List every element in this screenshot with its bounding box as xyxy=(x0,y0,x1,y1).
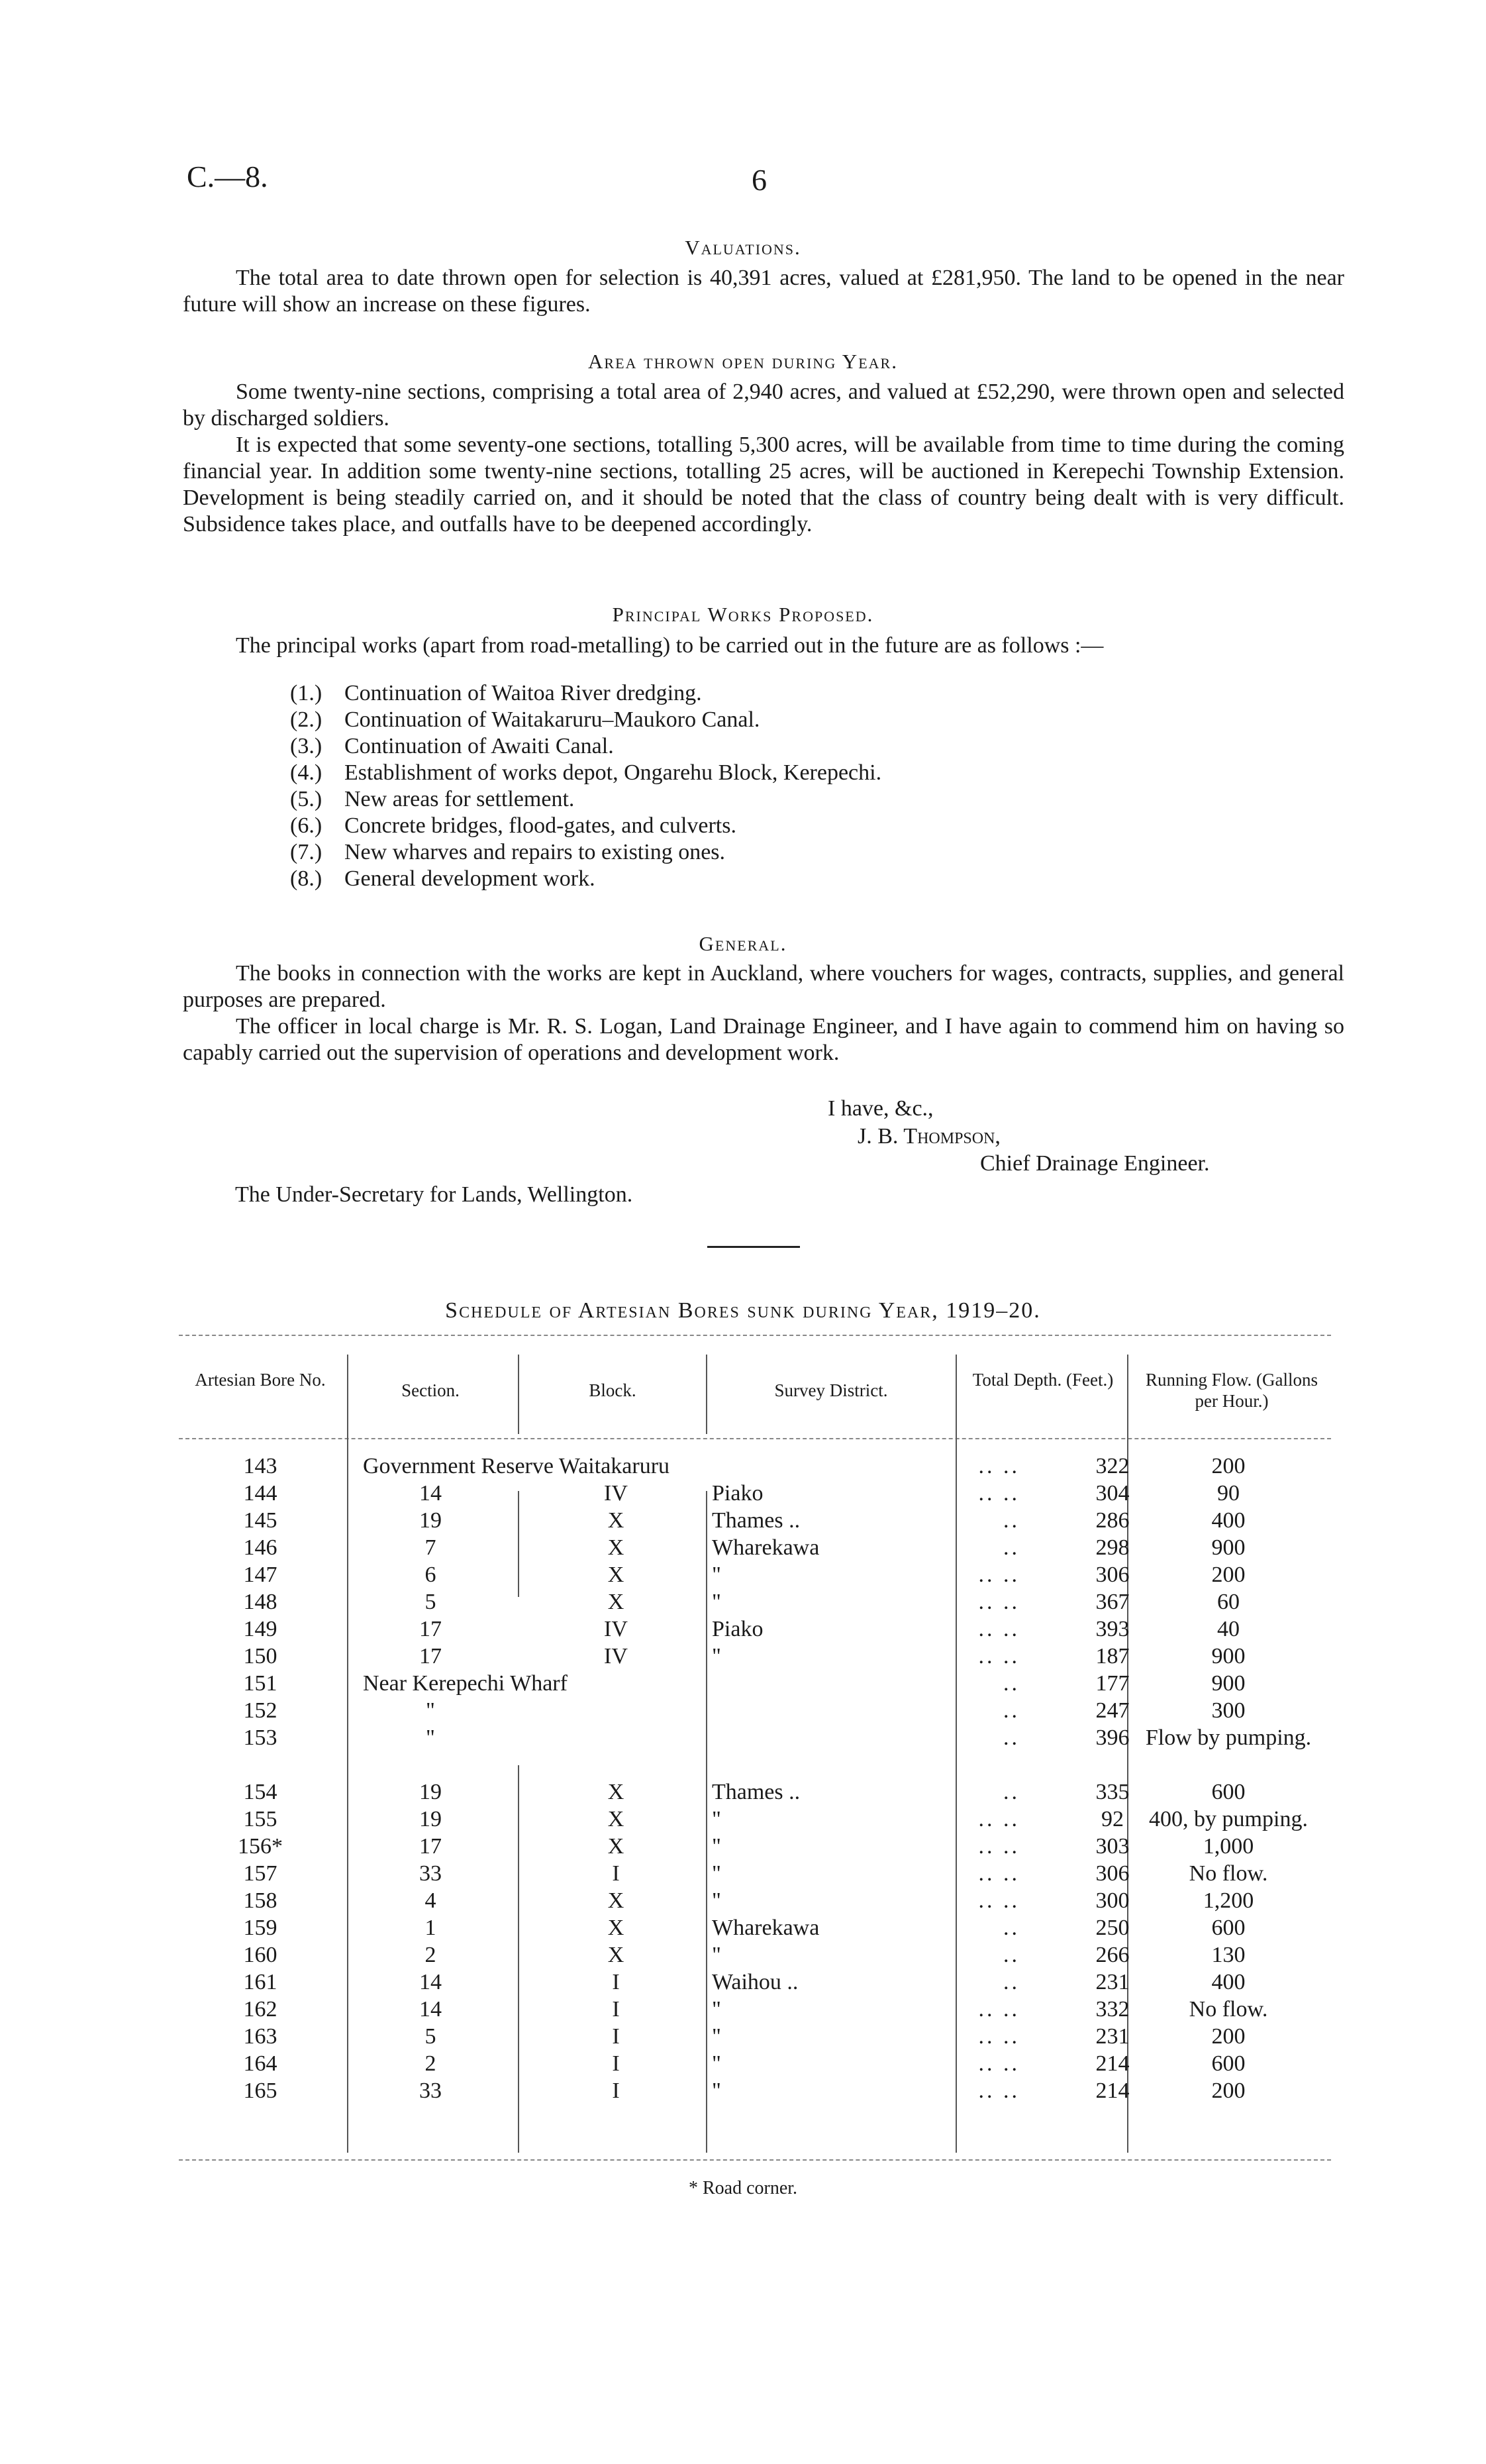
cell-total-depth: 92 xyxy=(1101,1807,1124,1831)
cell-running-flow: 200 xyxy=(1211,2024,1246,2049)
cell-block: I xyxy=(612,1997,620,2022)
cell-running-flow: 900 xyxy=(1211,1671,1246,1696)
table-row xyxy=(179,1996,1331,2023)
cell-leader-dots: .. .. xyxy=(978,1888,1020,1913)
page-number: 6 xyxy=(752,163,767,197)
cell-leader-dots: .. xyxy=(1003,1698,1020,1723)
works-item-number: (3.) xyxy=(290,734,322,758)
works-item-number: (4.) xyxy=(290,760,322,785)
general-paragraph-2: The officer in local charge is Mr. R. S. Logan, Land Drainage Engineer, and I have again to commend him on having so capably carried out the supervision of operations and development work. xyxy=(183,1014,1344,1065)
cell-survey-district: Piako xyxy=(712,1481,764,1506)
schedule-title: Schedule of Artesian Bores sunk during Year, 1919–20. xyxy=(445,1298,1041,1323)
cell-section-span: Near Kerepechi Wharf xyxy=(363,1671,568,1696)
cell-block: IV xyxy=(604,1481,628,1506)
cell-running-flow: 300 xyxy=(1211,1698,1246,1723)
works-list-item xyxy=(290,839,881,866)
cell-survey-district: " xyxy=(712,1644,721,1668)
signature-name: J. B. Thompson, xyxy=(858,1124,1001,1149)
table-footnote: * Road corner. xyxy=(688,2178,798,2198)
cell-total-depth: 250 xyxy=(1095,1916,1130,1940)
works-item-text: Continuation of Waitakaruru–Maukoro Canal. xyxy=(344,707,760,732)
table-row xyxy=(179,2077,1331,2104)
cell-section: 33 xyxy=(419,1861,442,1886)
works-item-text: Establishment of works depot, Ongarehu Block, Kerepechi. xyxy=(344,760,882,785)
header-survey-district: Survey District. xyxy=(774,1380,888,1400)
cell-leader-dots: .. .. xyxy=(978,1834,1020,1859)
cell-bore-no: 143 xyxy=(243,1454,277,1478)
cell-survey-district: Wharekawa xyxy=(712,1916,820,1940)
cell-survey-district: " xyxy=(712,1590,721,1614)
cell-running-flow: 600 xyxy=(1211,1780,1246,1804)
cell-total-depth: 177 xyxy=(1095,1671,1130,1696)
cell-block: X xyxy=(607,1916,624,1940)
cell-survey-district: " xyxy=(712,1807,721,1831)
cell-section: 2 xyxy=(424,1943,436,1967)
works-item-text: Continuation of Waitoa River dredging. xyxy=(344,681,702,705)
table-row xyxy=(179,1534,1331,1561)
cell-total-depth: 304 xyxy=(1095,1481,1130,1506)
table-row xyxy=(179,1453,1331,1480)
cell-running-flow: Flow by pumping. xyxy=(1145,1725,1312,1750)
cell-leader-dots: .. .. xyxy=(978,1617,1020,1641)
principal-works-heading: Principal Works Proposed. xyxy=(612,603,874,626)
cell-leader-dots: .. .. xyxy=(978,1997,1020,2022)
cell-running-flow: 200 xyxy=(1211,1454,1246,1478)
cell-total-depth: 231 xyxy=(1095,1970,1130,1994)
cell-leader-dots: .. .. xyxy=(978,2024,1020,2049)
cell-leader-dots: .. .. xyxy=(978,1563,1020,1587)
cell-section-span: Government Reserve Waitakaruru xyxy=(363,1454,670,1478)
cell-bore-no: 164 xyxy=(243,2051,277,2076)
cell-running-flow: No flow. xyxy=(1189,1861,1268,1886)
table-row xyxy=(179,1724,1331,1751)
works-item-number: (2.) xyxy=(290,707,322,732)
cell-leader-dots: .. .. xyxy=(978,1861,1020,1886)
cell-leader-dots: .. .. xyxy=(978,1644,1020,1668)
cell-bore-no: 165 xyxy=(243,2079,277,2103)
cell-bore-no: 155 xyxy=(243,1807,277,1831)
cell-section: 19 xyxy=(419,1508,442,1533)
works-item-number: (8.) xyxy=(290,866,322,891)
header-running-flow: Running Flow. (Gallons per Hour.) xyxy=(1145,1370,1318,1411)
table-row xyxy=(179,1561,1331,1588)
cell-running-flow: 1,000 xyxy=(1203,1834,1254,1859)
table-bottom-rule xyxy=(179,2159,1331,2161)
cell-bore-no: 153 xyxy=(243,1725,277,1750)
table-row xyxy=(179,1833,1331,1860)
works-list-item xyxy=(290,733,881,760)
cell-section: 1 xyxy=(424,1916,436,1940)
works-list-item xyxy=(290,707,881,733)
cell-section: 33 xyxy=(419,2079,442,2103)
header-bore-no: Artesian Bore No. xyxy=(195,1370,326,1390)
principal-works-intro: The principal works (apart from road-metalling) to be carried out in the future are as follows :— xyxy=(236,633,1104,658)
cell-leader-dots: .. xyxy=(1003,1780,1020,1804)
cell-leader-dots: .. xyxy=(1003,1508,1020,1533)
works-list-item xyxy=(290,786,881,813)
cell-leader-dots: .. xyxy=(1003,1671,1020,1696)
cell-survey-district: " xyxy=(712,1834,721,1859)
cell-section: 17 xyxy=(419,1644,442,1668)
addressee: The Under-Secretary for Lands, Wellington. xyxy=(235,1182,633,1207)
cell-running-flow: 600 xyxy=(1211,1916,1246,1940)
works-item-number: (1.) xyxy=(290,681,322,705)
cell-leader-dots: .. .. xyxy=(978,1590,1020,1614)
works-item-text: General development work. xyxy=(344,866,595,891)
table-row xyxy=(179,2023,1331,2050)
cell-leader-dots: .. .. xyxy=(978,1454,1020,1478)
cell-running-flow: No flow. xyxy=(1189,1997,1268,2022)
cell-running-flow: 40 xyxy=(1217,1617,1240,1641)
valuations-paragraph: The total area to date thrown open for selection is 40,391 acres, valued at £281,950. The land to be opened in the near future will show an increase on these figures. xyxy=(183,266,1344,317)
cell-survey-district: " xyxy=(712,1943,721,1967)
cell-running-flow: 600 xyxy=(1211,2051,1246,2076)
cell-block: IV xyxy=(604,1644,628,1668)
table-row xyxy=(179,1806,1331,1833)
table-header-rule xyxy=(179,1438,1331,1439)
cell-survey-district: " xyxy=(712,2024,721,2049)
cell-bore-no: 162 xyxy=(243,1997,277,2022)
cell-leader-dots: .. .. xyxy=(978,1481,1020,1506)
cell-block: IV xyxy=(604,1617,628,1641)
cell-total-depth: 266 xyxy=(1095,1943,1130,1967)
cell-block: X xyxy=(607,1563,624,1587)
table-row xyxy=(179,1480,1331,1507)
works-item-text: New areas for settlement. xyxy=(344,787,575,811)
cell-total-depth: 187 xyxy=(1095,1644,1130,1668)
cell-section: 17 xyxy=(419,1617,442,1641)
table-row xyxy=(179,1914,1331,1941)
cell-block: X xyxy=(607,1807,624,1831)
general-heading: General. xyxy=(699,932,787,955)
cell-section: 6 xyxy=(424,1563,436,1587)
cell-total-depth: 393 xyxy=(1095,1617,1130,1641)
cell-bore-no: 157 xyxy=(243,1861,277,1886)
header-section: Section. xyxy=(401,1380,460,1400)
principal-works-list xyxy=(290,680,881,892)
cell-running-flow: 200 xyxy=(1211,1563,1246,1587)
cell-survey-district: Thames .. xyxy=(712,1780,801,1804)
cell-survey-district: " xyxy=(712,2051,721,2076)
cell-block: X xyxy=(607,1535,624,1560)
header-total-depth: Total Depth. (Feet.) xyxy=(972,1370,1114,1390)
works-item-number: (5.) xyxy=(290,787,322,811)
cell-section: 19 xyxy=(419,1780,442,1804)
table-row xyxy=(179,1588,1331,1616)
cell-block: I xyxy=(612,2079,620,2103)
works-item-text: Concrete bridges, flood-gates, and culverts. xyxy=(344,813,736,838)
cell-running-flow: 900 xyxy=(1211,1535,1246,1560)
table-row xyxy=(179,1507,1331,1534)
cell-block: X xyxy=(607,1943,624,1967)
works-list-item xyxy=(290,760,881,786)
cell-section: 7 xyxy=(424,1535,436,1560)
cell-total-depth: 231 xyxy=(1095,2024,1130,2049)
cell-section: 14 xyxy=(419,1997,442,2022)
cell-section: 2 xyxy=(424,2051,436,2076)
table-row xyxy=(179,1643,1331,1670)
cell-bore-no: 145 xyxy=(243,1508,277,1533)
cell-leader-dots: .. xyxy=(1003,1535,1020,1560)
cell-section: 14 xyxy=(419,1481,442,1506)
cell-bore-no: 147 xyxy=(243,1563,277,1587)
cell-bore-no: 159 xyxy=(243,1916,277,1940)
cell-section: " xyxy=(426,1698,435,1723)
works-item-number: (6.) xyxy=(290,813,322,838)
cell-total-depth: 322 xyxy=(1095,1454,1130,1478)
cell-block: I xyxy=(612,2051,620,2076)
cell-total-depth: 298 xyxy=(1095,1535,1130,1560)
cell-section: 5 xyxy=(424,2024,436,2049)
cell-leader-dots: .. .. xyxy=(978,2079,1020,2103)
cell-total-depth: 306 xyxy=(1095,1563,1130,1587)
table-top-rule xyxy=(179,1335,1331,1336)
table-row xyxy=(179,1860,1331,1887)
works-item-text: New wharves and repairs to existing ones. xyxy=(344,840,726,864)
cell-total-depth: 214 xyxy=(1095,2051,1130,2076)
general-paragraph-1: The books in connection with the works are kept in Auckland, where vouchers for wages, contracts, supplies, and general purposes are prepared. xyxy=(183,961,1344,1012)
column-divider xyxy=(706,1355,707,1434)
header-block: Block. xyxy=(589,1380,636,1400)
cell-running-flow: 1,200 xyxy=(1203,1888,1254,1913)
cell-running-flow: 400 xyxy=(1211,1970,1246,1994)
cell-section: 14 xyxy=(419,1970,442,1994)
cell-bore-no: 154 xyxy=(243,1780,277,1804)
cell-bore-no: 150 xyxy=(243,1644,277,1668)
cell-block: X xyxy=(607,1508,624,1533)
cell-total-depth: 335 xyxy=(1095,1780,1130,1804)
cell-total-depth: 332 xyxy=(1095,1997,1130,2022)
cell-running-flow: 400, by pumping. xyxy=(1149,1807,1308,1831)
cell-bore-no: 151 xyxy=(243,1671,277,1696)
cell-bore-no: 144 xyxy=(243,1481,277,1506)
cell-leader-dots: .. xyxy=(1003,1970,1020,1994)
cell-survey-district: " xyxy=(712,1861,721,1886)
cell-total-depth: 286 xyxy=(1095,1508,1130,1533)
cell-block: I xyxy=(612,2024,620,2049)
column-divider xyxy=(518,1355,519,1434)
cell-section: 5 xyxy=(424,1590,436,1614)
table-row xyxy=(179,1616,1331,1643)
table-row xyxy=(179,1887,1331,1914)
cell-bore-no: 156* xyxy=(238,1834,283,1859)
table-row xyxy=(179,1941,1331,1969)
cell-running-flow: 130 xyxy=(1211,1943,1246,1967)
cell-running-flow: 400 xyxy=(1211,1508,1246,1533)
cell-bore-no: 163 xyxy=(243,2024,277,2049)
cell-bore-no: 149 xyxy=(243,1617,277,1641)
cell-leader-dots: .. xyxy=(1003,1916,1020,1940)
cell-survey-district: Thames .. xyxy=(712,1508,801,1533)
signature-closing: I have, &c., xyxy=(828,1096,934,1121)
cell-running-flow: 60 xyxy=(1217,1590,1240,1614)
cell-total-depth: 303 xyxy=(1095,1834,1130,1859)
cell-leader-dots: .. xyxy=(1003,1725,1020,1750)
cell-survey-district: Piako xyxy=(712,1617,764,1641)
signature-title: Chief Drainage Engineer. xyxy=(980,1151,1210,1176)
area-paragraph-2: It is expected that some seventy-one sections, totalling 5,300 acres, will be available from time to time during the coming financial year. In addition some twenty-nine sections, totalling 25 acres, will be auctioned in Kerepechi Township Extension. Development is being steadily carried on, and it should be noted that the class of country being dealt with is very difficult. Subsidence takes place, and outfalls have to be deepened accordingly. xyxy=(183,433,1344,537)
area-paragraph-1: Some twenty-nine sections, comprising a total area of 2,940 acres, and valued at £52,290, were thrown open and selected by discharged soldiers. xyxy=(183,380,1344,431)
cell-leader-dots: .. xyxy=(1003,1943,1020,1967)
cell-bore-no: 161 xyxy=(243,1970,277,1994)
cell-section: 4 xyxy=(424,1888,436,1913)
cell-block: X xyxy=(607,1888,624,1913)
table-row xyxy=(179,1697,1331,1724)
cell-bore-no: 160 xyxy=(243,1943,277,1967)
cell-total-depth: 396 xyxy=(1095,1725,1130,1750)
cell-running-flow: 90 xyxy=(1217,1481,1240,1506)
cell-total-depth: 247 xyxy=(1095,1698,1130,1723)
cell-survey-district: Wharekawa xyxy=(712,1535,820,1560)
cell-section: 17 xyxy=(419,1834,442,1859)
cell-section: 19 xyxy=(419,1807,442,1831)
table-row xyxy=(179,1778,1331,1806)
cell-block: X xyxy=(607,1780,624,1804)
cell-survey-district: " xyxy=(712,1997,721,2022)
cell-total-depth: 306 xyxy=(1095,1861,1130,1886)
area-thrown-open-heading: Area thrown open during Year. xyxy=(588,350,898,373)
cell-total-depth: 300 xyxy=(1095,1888,1130,1913)
document-reference: C.—8. xyxy=(187,160,268,193)
table-row xyxy=(179,1670,1331,1697)
cell-leader-dots: .. .. xyxy=(978,1807,1020,1831)
works-list-item xyxy=(290,680,881,707)
cell-bore-no: 158 xyxy=(243,1888,277,1913)
table-row xyxy=(179,2050,1331,2077)
cell-bore-no: 152 xyxy=(243,1698,277,1723)
cell-total-depth: 214 xyxy=(1095,2079,1130,2103)
cell-running-flow: 900 xyxy=(1211,1644,1246,1668)
cell-section: " xyxy=(426,1725,435,1750)
cell-block: I xyxy=(612,1861,620,1886)
works-item-text: Continuation of Awaiti Canal. xyxy=(344,734,614,758)
cell-survey-district: Waihou .. xyxy=(712,1970,799,1994)
cell-bore-no: 148 xyxy=(243,1590,277,1614)
cell-leader-dots: .. .. xyxy=(978,2051,1020,2076)
cell-block: X xyxy=(607,1834,624,1859)
works-item-number: (7.) xyxy=(290,840,322,864)
valuations-heading: Valuations. xyxy=(685,236,801,259)
cell-survey-district: " xyxy=(712,1563,721,1587)
cell-survey-district: " xyxy=(712,1888,721,1913)
works-list-item xyxy=(290,813,881,839)
cell-total-depth: 367 xyxy=(1095,1590,1130,1614)
cell-block: I xyxy=(612,1970,620,1994)
cell-running-flow: 200 xyxy=(1211,2079,1246,2103)
table-row xyxy=(179,1969,1331,1996)
cell-survey-district: " xyxy=(712,2079,721,2103)
cell-bore-no: 146 xyxy=(243,1535,277,1560)
section-divider xyxy=(707,1246,800,1248)
works-list-item xyxy=(290,866,881,892)
cell-block: X xyxy=(607,1590,624,1614)
